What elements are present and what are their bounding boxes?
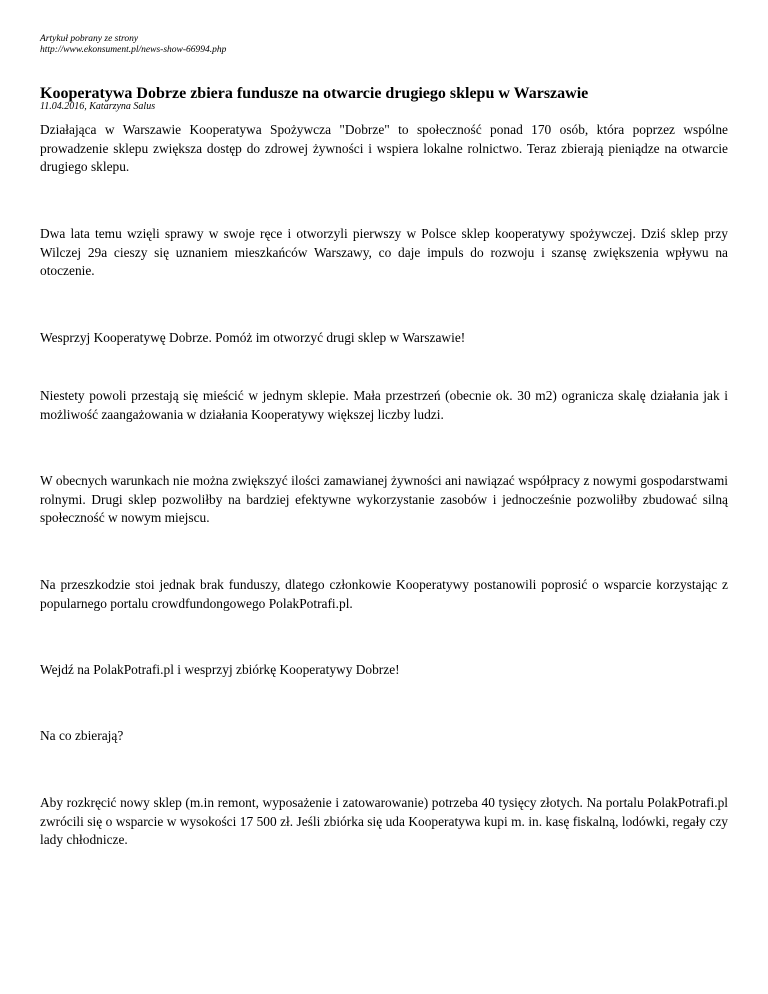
article-paragraph: Działająca w Warszawie Kooperatywa Spożywcza "Dobrze" to społeczność ponad 170 osób, która poprzez wspólne prowadzenie sklepu zwiększa dostęp do zdrowej żywności i wspiera lokalne rolnictwo. Teraz zbierają pieniądze na otwarcie drugiego sklepu. (40, 122, 728, 175)
article-paragraph: Wesprzyj Kooperatywę Dobrze. Pomóż im otworzyć drugi sklep w Warszawie! (40, 330, 466, 345)
article-paragraph: Aby rozkręcić nowy sklep (m.in remont, wyposażenie i zatowarowanie) potrzeba 40 tysięcy złotych. Na portalu PolakPotrafi.pl zwrócili się o wsparcie w wysokości 17 500 zł. Jeśli zbiórka się uda Kooperatywa kupi m. in. kasę fiskalną, lodówki, regały czy lady chłodnicze. (40, 795, 728, 848)
article-paragraph: Na przeszkodzie stoi jednak brak funduszy, dlatego członkowie Kooperatywy postanowili poprosić o wsparcie korzystając z popularnego portalu crowdfundongowego PolakPotrafi.pl. (40, 577, 728, 611)
article-byline: 11.04.2016, Katarzyna Salus (40, 101, 156, 112)
article-paragraph: Na co zbierają? (40, 728, 124, 743)
source-label: Artykuł pobrany ze strony (40, 34, 139, 44)
article-paragraph: W obecnych warunkach nie można zwiększyć ilości zamawianej żywności ani nawiązać współpracy z nowymi gospodarstwami rolnymi. Drugi sklep pozwoliłby na bardziej efektywne wykorzystanie zasobów i jednocześnie pozwoliłby zbudować silną społeczność w nowym miejscu. (40, 473, 728, 526)
article-title: Kooperatywa Dobrze zbiera fundusze na otwarcie drugiego sklepu w Warszawie (40, 85, 589, 102)
article-paragraph: Niestety powoli przestają się mieścić w jednym sklepie. Mała przestrzeń (obecnie ok. 30 m2) ogranicza skalę działania jak i możliwość zaangażowania w działania Kooperatywy większej liczby ludzi. (40, 388, 728, 422)
article-paragraph: Dwa lata temu wzięli sprawy w swoje ręce i otworzyli pierwszy w Polsce sklep kooperatywy spożywczej. Dziś sklep przy Wilczej 29a cieszy się uznaniem mieszkańców Warszawy, co daje impuls do rozwoju i szansę zwiększenia wpływu na otoczenie. (40, 226, 728, 279)
source-note (40, 34, 226, 56)
source-url: http://www.ekonsument.pl/news-show-66994.php (40, 45, 227, 55)
article-paragraph: Wejdź na PolakPotrafi.pl i wesprzyj zbiórkę Kooperatywy Dobrze! (40, 662, 400, 677)
